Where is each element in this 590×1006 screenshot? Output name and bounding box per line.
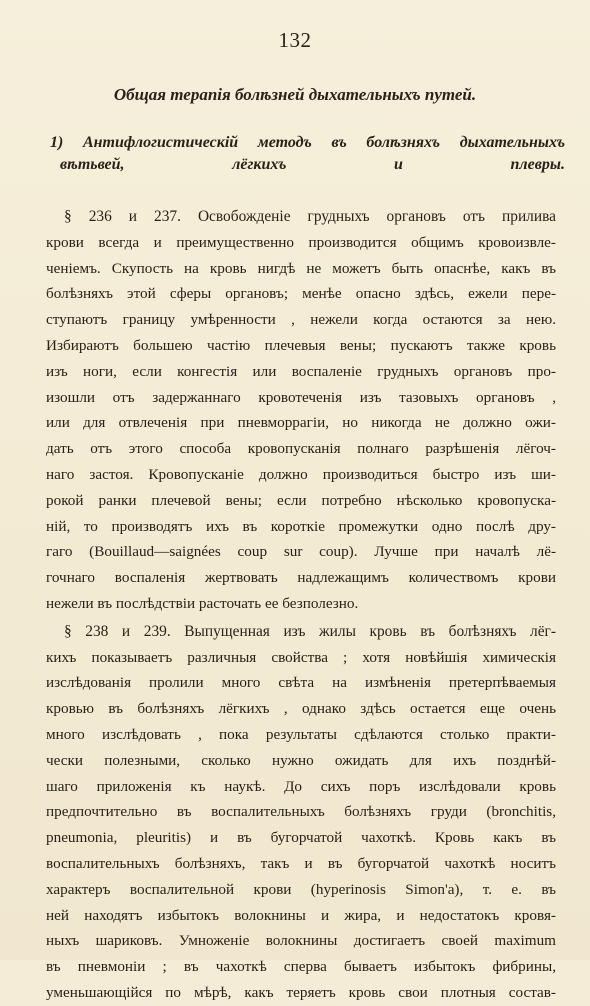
text-line: § 236 и 237. Освобожденіе грудныхъ органовъ отъ прилива (64, 208, 556, 225)
paragraph-238-239 (46, 619, 556, 1006)
text-line: pneumonia, pleuritis) и въ бугорчатой чахоткѣ. Кровь какъ въ (46, 829, 556, 847)
text-line: дать отъ этого способа кровопусканія полнаго разрѣшенія лёгоч- (46, 440, 556, 458)
text-line: болѣзняхъ этой сферы органовъ; менѣе опасно здѣсь, ежели пере- (46, 285, 556, 303)
text-line: гочнаго воспаленія жертвовать надлежащимъ количествомъ крови (46, 569, 556, 587)
text-line: ней находятъ избытокъ волокнины и жира, и недостатокъ кровя- (46, 906, 556, 924)
text-line: кихъ показываетъ различныя свойства ; хотя новѣйшія химическія (46, 648, 556, 666)
section-heading-line: 1) Антифлогистическій методъ въ болѣзняхъ дыхательныхъ (50, 134, 565, 151)
text-line: шаго приложенія къ наукѣ. До сихъ поръ изслѣдовали кровь (46, 777, 556, 795)
paragraph-236-237 (46, 204, 556, 617)
text-line: изошли отъ задержаннаго кровотеченія изъ тазовыхъ органовъ , (46, 388, 556, 406)
text-line: ныхъ шариковъ. Умноженіе волокнины достигаетъ своей maximum (46, 932, 556, 950)
text-line: чески полезными, сколько нужно ожидать для ихъ позднѣй- (46, 751, 556, 769)
chapter-title: Общая терапія болѣзней дыхательныхъ путей. (113, 85, 477, 104)
text-line: изслѣдованія пролили много свѣта на измѣненія претерпѣваемыя (46, 674, 556, 692)
text-line: крови всегда и преимущественно производится общимъ кровоизвле- (46, 233, 556, 251)
body-text (46, 204, 556, 1006)
page-number: 132 (278, 28, 312, 52)
text-line: характеръ воспалительной крови (hyperinosis Simon'a), т. е. въ (46, 880, 556, 898)
text-line: предпочтительно въ воспалительныхъ болѣзняхъ груди (bronchitis, (46, 803, 556, 821)
section-heading-line: вѣтьвей, лёгкихъ и плевры. (60, 156, 565, 173)
text-line: много изслѣдовать , пока результаты сдѣлаются столько практи- (46, 725, 556, 743)
text-line: или для отвлеченія при пневморрагіи, но никогда не должно ожи- (46, 414, 556, 432)
text-line: кровью въ болѣзняхъ лёгкихъ , однако здѣсь остается еще очень (46, 700, 556, 718)
text-line: уменьшающійся по мѣрѣ, какъ теряетъ кровь свои плотныя состав- (46, 983, 556, 1001)
text-line: ченіемъ. Скупость на кровь нигдѣ не можетъ быть опаснѣе, какъ въ (46, 259, 556, 277)
text-line: нежели въ послѣдствіи расточать ее безполезно. (46, 594, 359, 612)
text-line: ступаютъ границу умѣренности , нежели когда остаются за нею. (46, 311, 556, 329)
text-line: § 238 и 239. Выпущенная изъ жилы кровь въ болѣзняхъ лёг- (64, 622, 556, 640)
text-line: Избираютъ большею частію плечевыя вены; пускаютъ также кровь (46, 336, 556, 354)
text-line: гаго (Bouillaud—saignées coup sur coup). Лучше при началѣ лё- (46, 543, 556, 561)
text-line: ній, то производятъ ихъ въ короткіе промежутки одно послѣ дру- (46, 517, 556, 535)
text-line: рокой ранки плечевой вены; если потребно нѣсколько кровопуска- (46, 491, 556, 509)
text-line: наго застоя. Кровопусканіе должно производиться быстро изъ ши- (46, 465, 556, 483)
section-heading (50, 132, 565, 176)
text-line: воспалительныхъ болѣзняхъ, такъ и въ бугорчатой чахоткѣ носитъ (46, 854, 556, 872)
text-line: въ пневмоніи ; въ чахоткѣ сперва бываетъ избытокъ фибрины, (46, 958, 556, 976)
text-line: изъ ноги, если конгестія или воспаленіе грудныхъ органовъ про- (46, 362, 556, 380)
